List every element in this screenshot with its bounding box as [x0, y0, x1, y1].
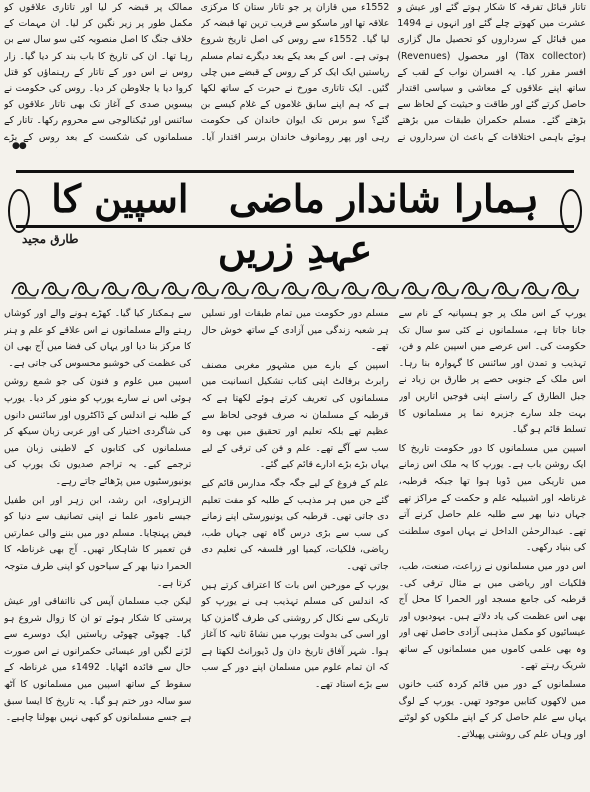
paragraph: لیکن جب مسلمان آپس کی نااتفاقی اور عیش پرستی کا شکار ہوئے تو ان کا زوال شروع ہو گیا۔ چھوٹی چھوٹی ریاستیں ایک دوسرے سے لڑنے لگیں اور عیسائی حکمرانوں نے اس صورت حال سے فائدہ اٹھایا۔ 1492ء میں غرناطہ کے سقوط کے ساتھ اسپین میں مسلمانوں کا آٹھ سو سالہ دور ختم ہو گیا۔ یہ تاریخ کا ایسا سبق ہے جسے مسلمانوں کو کبھی نہیں بھولنا چاہیے۔ [4, 596, 192, 724]
paragraph: مسلم دور حکومت میں تمام طبقات اور نسلیں ہر شعبہ زندگی میں آزادی کے ساتھ خوش حال تھے۔ [201, 308, 389, 353]
paragraph: الزہراوی، ابن رشد، ابن زہر اور ابن طفیل جیسے نامور علما نے اپنی تصانیف سے دنیا کو فیض پہنچایا۔ مسلم دور میں بننے والی عمارتیں فن تعمیر کا شاہکار تھیں۔ آج بھی غرناطہ کا الحمرا دنیا بھر کے سیاحوں کو اپنی طرف متوجہ کرتا ہے۔ [4, 494, 192, 589]
title-sub: اسپین کا عہدِ زریں [51, 176, 373, 271]
article-end-marker: ●● [12, 141, 26, 151]
ornament-pattern [10, 276, 580, 302]
paragraph: یورپ کے اس ملک پر جو ہسپانیہ کے نام سے جانا جاتا ہے، مسلمانوں نے کئی سو سال تک حکومت کی۔ اس عرصے میں اسپین علم و فن، تہذیب و تمدن اور سائنس کا گہوارہ بنا رہا۔ اس ملک کے جنوبی حصے پر طارق بن زیاد نے جبل الطارق کے راستے اپنی فوجیں اتاریں اور بہت جلد سارے جزیرہ نما پر مسلمانوں کا تسلط قائم ہو گیا۔ [398, 308, 586, 436]
paragraph: اسپین کے بارے میں مشہور مغربی مصنف رابرٹ برفالٹ اپنی کتاب تشکیل انسانیت میں مسلمانوں کی تعریف کرتے ہوئے لکھتا ہے کہ قرطبہ کے مسلمان نہ صرف فوجی لحاظ سے عظیم تھے بلکہ تعلیم اور تحقیق میں بھی وہ سب سے آگے تھے۔ علم و فن کی ترقی کے لیے یہاں بڑے بڑے ادارے قائم کیے گئے۔ [201, 359, 389, 471]
article-body [4, 306, 586, 788]
body-column-3 [4, 306, 191, 788]
author-byline: طارق مجید [22, 232, 79, 246]
article-masthead [16, 160, 574, 271]
body-column-1 [399, 306, 586, 788]
paragraph: یورپ کے مورخین اس بات کا اعتراف کرتے ہیں کہ اندلس کی مسلم تہذیب ہی نے یورپ کو تاریکی سے نکال کر روشنی کی طرف گامزن کیا اور اسی کی بدولت یورپ میں نشاۃ ثانیہ کا آغاز ہوا۔ شہر آفاق تاریخ دان ول ڈیورانٹ لکھتا ہے کہ ان تمام علوم میں مسلمان اپنے دور کے سب سے بڑے استاد تھے۔ [201, 579, 389, 691]
paragraph: اسپین میں مسلمانوں کا دور حکومت تاریخ کا ایک روشن باب ہے۔ یورپ کا یہ ملک اس زمانے میں تاریکی میں ڈوبا ہوا تھا جبکہ قرطبہ، غرناطہ اور اشبیلیہ علم و حکمت کے مراکز تھے جہاں دنیا بھر سے طلبہ علم حاصل کرنے آتے تھے۔ عبدالرحمٰن الداخل نے یہاں اموی سلطنت کی بنیاد رکھی۔ [398, 442, 586, 554]
body-column-2 [201, 306, 388, 788]
paragraph: مسلمانوں کے دور میں قائم کردہ کتب خانوں میں لاکھوں کتابیں موجود تھیں۔ یورپ کے لوگ یہاں سے علم حاصل کر کے اپنے ملکوں کو لوٹتے اور وہاں علم کی روشنی پھیلاتے۔ [398, 679, 586, 740]
paragraph: سے ہمکنار کیا گیا۔ کھڑے ہونے والے اور کوشاں رہنے والے مسلمانوں نے اس علاقے کو علم و ہنر کا مرکز بنا دیا اور یہاں کی فضا میں آج بھی ان کی عظمت کی خوشبو محسوس کی جاتی ہے۔ [4, 308, 192, 369]
top-column-2: 1552ء میں قازان پر جو تاتار ستان کا مرکزی علاقہ تھا اور ماسکو سے قریب ترین تھا قبضہ کر لیا گیا۔ 1552ء سے روس کی اصل تاریخ شروع ہوتی ہے۔ اس کے بعد یکے بعد دیگرے تمام مسلم ریاستیں ایک ایک کر کے روس کے قبضے میں چلی گئیں۔ ایک تاتاری مورخ نے حیرت کے ساتھ لکھا ہے کہ ہم اپنے سابق غلاموں کے غلام کیسے بن گئے؟ سو برس تک ایوان خاندان کی حکومت رہی اور پھر رومانوف خاندان برسر اقتدار آیا۔ [200, 2, 390, 143]
title-main: ہمارا شاندار ماضی [228, 176, 539, 221]
previous-article [4, 0, 586, 148]
paragraph: علم کے فروغ کے لیے جگہ جگہ مدارس قائم کیے گئے جن میں ہر مذہب کے طلبہ کو مفت تعلیم دی جاتی تھی۔ قرطبہ کی یونیورسٹی اپنے زمانے کی سب سے بڑی درس گاہ تھی جہاں طب، ریاضی، فلکیات، کیمیا اور فلسفہ کی تعلیم دی جاتی تھی۔ [201, 477, 389, 572]
paragraph: اس دور میں مسلمانوں نے زراعت، صنعت، طب، فلکیات اور ریاضی میں بے مثال ترقی کی۔ قرطبہ کی جامع مسجد اور الحمرا کا محل آج بھی اس عظمت کی یاد دلاتے ہیں۔ یہودیوں اور عیسائیوں کو مکمل مذہبی آزادی حاصل تھی اور وہ بھی علمی کاموں میں مسلمانوں کے ساتھ شریک رہتے تھے۔ [398, 560, 586, 672]
top-column-3: ممالک پر قبضہ کر لیا اور تاتاری علاقوں کو مکمل طور پر زیر نگین کر لیا۔ ان مہمات کے خلاف جنگ کا اصل منصوبہ کئی سو سال سے بن رہا تھا۔ ان کی تاریخ کا باب بند کر دیا گیا۔ زار روس نے اس دور کے تاتار کے رہنماؤں کو قتل کروا دیا یا جلاوطن کر دیا۔ روس کی حکومت نے بیسویں صدی کے آغاز تک بھی تاتار علاقوں کو سائنس اور ٹیکنالوجی سے محروم رکھا۔ تاتار کے مسلمانوں کی شکست کے بعد روس کے بڑے [3, 2, 193, 143]
scroll-ornament-divider [10, 276, 580, 302]
top-column-1: تاتار قبائل تفرقہ کا شکار ہوتے گئے اور عیش و عشرت میں کھوتے چلے گئے اور انہوں نے 1494 میں قبائل کے سرداروں کو تحصیل مال گزاری (Tax collector) اور محصول (Revenues) افسر مقرر کیا۔ یہ افسران نواب کے لقب کے ساتھ اپنے علاقوں کے معاشی و سیاسی اقتدار حاصل کرتے گئے اور طاقت و حیثیت کے لحاظ سے بڑھتے گئے۔ مسلم حکمران طبقات میں بڑھتے ہوئے باہمی اختلافات کے باعث ان سرداروں نے [397, 2, 586, 143]
paragraph: اسپین میں علوم و فنون کی جو شمع روشن ہوئی اس نے سارے یورپ کو منور کر دیا۔ یورپ کے طلبہ نے اندلس کے ڈاکٹروں اور سائنس دانوں کی شاگردی اختیار کی اور عربی زبان سیکھ کر مسلمانوں کی کتابوں کے لاطینی زبان میں ترجمے کیے۔ یہ تراجم صدیوں تک یورپ کی یونیورسٹیوں میں پڑھائے جاتے رہے۔ [4, 376, 192, 487]
